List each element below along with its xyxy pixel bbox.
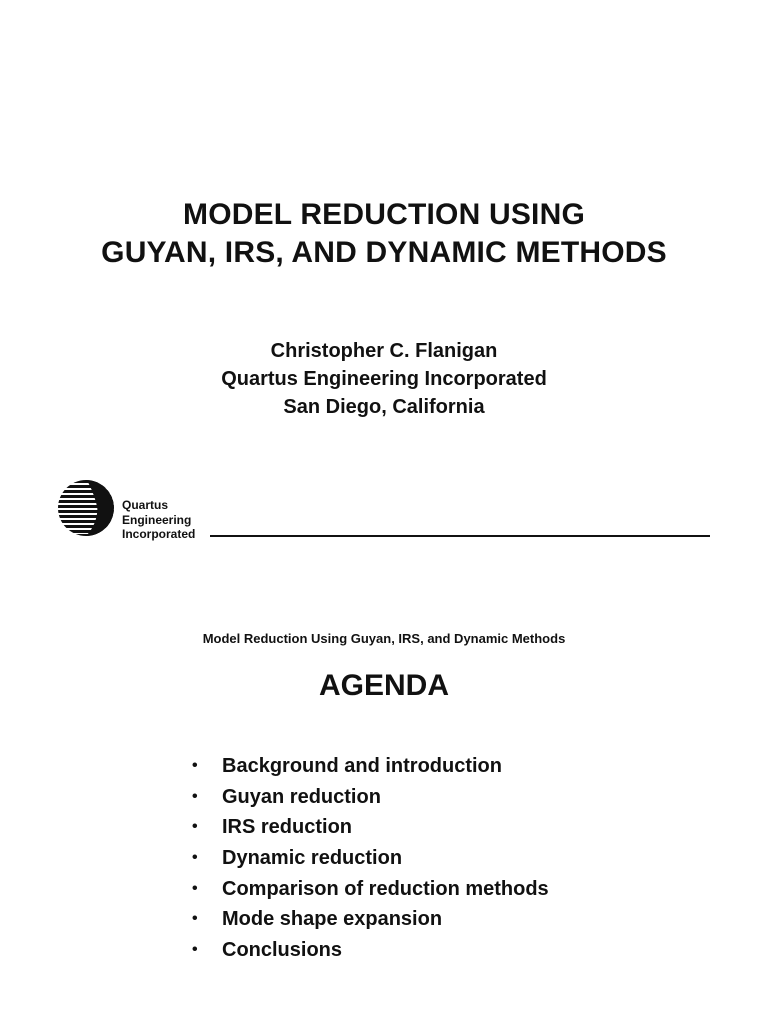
logo-line-1: Quartus xyxy=(122,498,169,512)
quartus-logo-icon xyxy=(56,478,118,540)
horizontal-divider xyxy=(210,535,710,537)
logo-line-2: Engineering xyxy=(122,512,192,527)
page-title xyxy=(0,196,768,272)
title-line-1: MODEL REDUCTION USING xyxy=(183,198,585,231)
slide-header: Model Reduction Using Guyan, IRS, and Dynamic Methods xyxy=(202,631,566,646)
agenda-item-text: Comparison of reduction methods xyxy=(222,877,549,900)
agenda-item-text: Guyan reduction xyxy=(222,785,381,808)
bullet-icon: • xyxy=(192,818,198,836)
logo-wordmark xyxy=(122,498,195,542)
author-company: Quartus Engineering Incorporated xyxy=(221,368,547,390)
bullet-icon: • xyxy=(192,849,198,867)
bullet-icon: • xyxy=(192,879,198,897)
logo-line-3: Incorporated xyxy=(122,527,196,541)
bullet-icon: • xyxy=(192,787,198,805)
author-location: San Diego, California xyxy=(283,396,485,418)
author-block xyxy=(0,337,768,421)
agenda-item-text: IRS reduction xyxy=(222,816,353,839)
company-logo xyxy=(56,478,216,540)
bullet-icon: • xyxy=(192,941,198,959)
bullet-icon: • xyxy=(192,910,198,928)
bullet-icon: • xyxy=(192,757,198,774)
author-name: Christopher C. Flanigan xyxy=(270,340,498,362)
agenda-item-text: Background and introduction xyxy=(222,755,502,777)
title-line-2: GUYAN, IRS, AND DYNAMIC METHODS xyxy=(101,236,667,269)
agenda-item-text: Dynamic reduction xyxy=(222,847,403,870)
agenda-item-text: Conclusions xyxy=(222,939,343,962)
agenda-heading: AGENDA xyxy=(318,669,449,702)
agenda-item-text: Mode shape expansion xyxy=(222,908,443,931)
